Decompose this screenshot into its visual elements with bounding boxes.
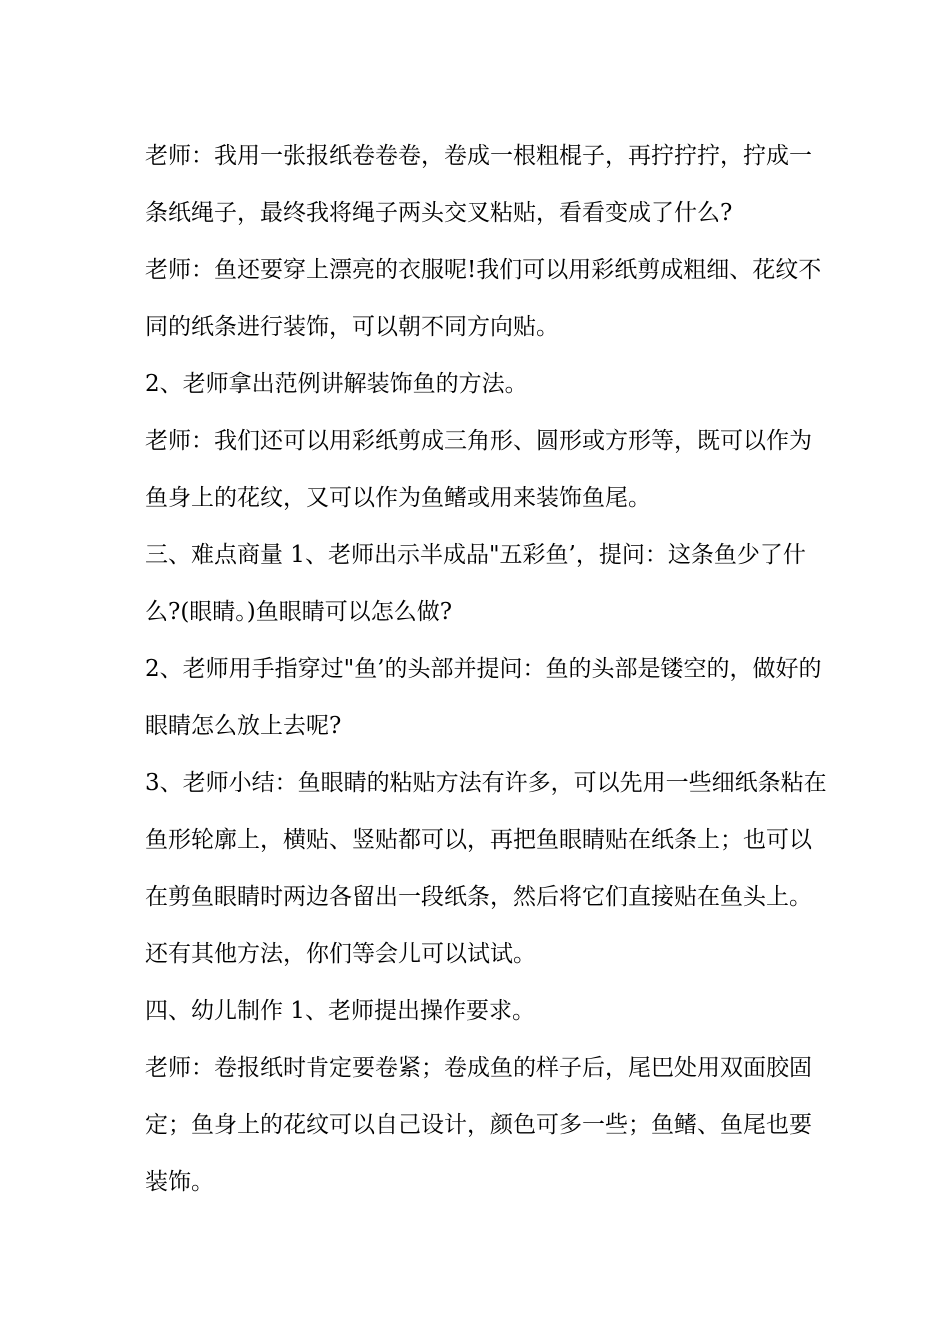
text-line: 定；鱼身上的花纹可以自己设计，颜色可多一些；鱼鳍、鱼尾也要 <box>145 1112 812 1138</box>
text-line: 在剪鱼眼睛时两边各留出一段纸条，然后将它们直接贴在鱼头上。 <box>145 884 812 910</box>
text-line: 条纸绳子，最终我将绳子两头交叉粘贴，看看变成了什么? <box>145 200 733 226</box>
text-line: 老师：鱼还要穿上漂亮的衣服呢!我们可以用彩纸剪成粗细、花纹不 <box>145 257 822 283</box>
text-line: 眼睛怎么放上去呢? <box>145 713 342 739</box>
text-line: 么?(眼睛。)鱼眼睛可以怎么做? <box>145 599 453 625</box>
text-line: 三、难点商量 1、老师出示半成品"五彩鱼’，提问：这条鱼少了什 <box>145 542 806 568</box>
text-line: 装饰。 <box>145 1169 214 1195</box>
text-line: 老师：我用一张报纸卷卷卷，卷成一根粗棍子，再拧拧拧，拧成一 <box>145 143 812 169</box>
text-line: 老师：卷报纸时肯定要卷紧；卷成鱼的样子后，尾巴处用双面胶固 <box>145 1055 812 1081</box>
text-line: 鱼形轮廓上，横贴、竖贴都可以，再把鱼眼睛贴在纸条上；也可以 <box>145 827 812 853</box>
document-body <box>145 128 827 1211</box>
text-line: 四、幼儿制作 1、老师提出操作要求。 <box>145 998 535 1024</box>
text-line: 鱼身上的花纹，又可以作为鱼鳍或用来装饰鱼尾。 <box>145 485 651 511</box>
text-line: 2、老师拿出范例讲解装饰鱼的方法。 <box>145 371 528 397</box>
text-line: 同的纸条进行装饰，可以朝不同方向贴。 <box>145 314 559 340</box>
text-line: 还有其他方法，你们等会儿可以试试。 <box>145 941 536 967</box>
text-line: 老师：我们还可以用彩纸剪成三角形、圆形或方形等，既可以作为 <box>145 428 812 454</box>
text-line: 2、老师用手指穿过"鱼’的头部并提问：鱼的头部是镂空的，做好的 <box>145 656 822 682</box>
text-line: 3、老师小结：鱼眼睛的粘贴方法有许多，可以先用一些细纸条粘在 <box>145 770 827 796</box>
